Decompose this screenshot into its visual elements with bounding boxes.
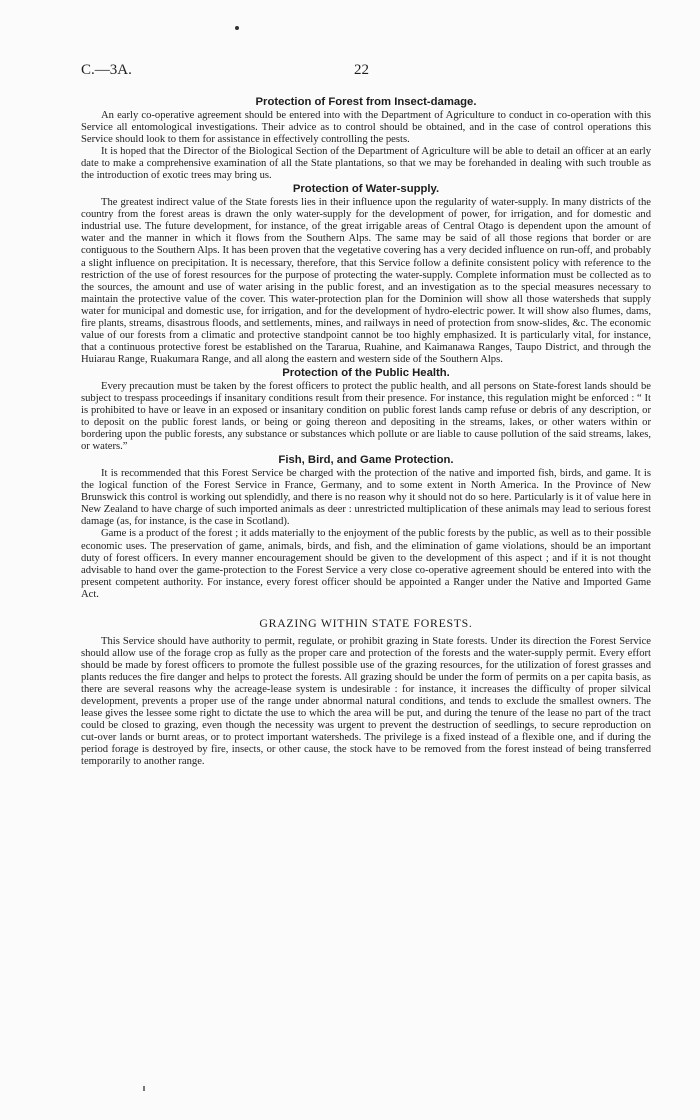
paragraph: It is recommended that this Forest Service be charged with the protection of the native and imported fish, birds, and game. It is the logical function of the Forest Service in France, Germany, and to some extent in North America. In the Province of New Brunswick this control is working out splendidly, and there is no reason why it should not do so here. Particularly is it of value here in New Zealand to have charge of such imported animals as deer : unrestricted multiplication of these animals may lead to serious forest damage (as, for instance, is the case in Scotland). <box>81 468 651 528</box>
ink-mark <box>143 1086 145 1091</box>
paragraph: Every precaution must be taken by the forest officers to protect the public health, and all persons on State-forest lands should be subject to trespass proceedings if insanitary conditions result from their presence. For instance, this regulation might be enforced : “ It is prohibited to have or leave in an exposed or insanitary condition on public forest lands camp refuse or debris of any description, or to deposit on the public forest lands, or being or going thereon and depositing in the streams, lakes, or other waters within or bordering upon the public forests, any substance or substances which pollute or are liable to cause pollution of the said streams, lakes, or waters.” <box>81 380 651 453</box>
paragraph: The greatest indirect value of the State forests lies in their influence upon the regularity of water-supply. In many districts of the country from the forest areas is drawn the only water-supply for the development of power, for irrigation, and for domestic and industrial use. The future development, for instance, of the great irrigable areas of Central Otago is dependent upon the amount of water and the manner in which it flows from the Southern Alps. The same may be said of all those regions that border or are contiguous to the Southern Alps. It has been proven that the vegetative covering has a very decided influence on run-off, and probably a slight influence on precipitation. It is necessary, therefore, that this Service follow a definite consistent policy with reference to the restriction of the use of forest resources for the purpose of protecting the water-supply. Complete information must be collected as to the sources, the amount and use of water arising in the public forest, and an investigation as to the special measures necessary to maintain the protective value of the cover. This water-protection plan for the Dominion will show all those watersheds that supply water for municipal and domestic use, for irrigation, and for the development of hydro-electric power. It will show also flumes, dams, fire plants, streams, disastrous floods, and settlements, mines, and railways in need of protection from snow-slides, &c. The economic value of our forests from a climatic and protective standpoint cannot be too highly emphasized. It is particularly vital, for instance, that a continuous protective forest be established on the Tararua, Ruahine, and Kaimanawa Ranges, Taupo District, and through the Huiarau Range, Ruakumara Range, and all along the eastern and western side of the Southern Alps. <box>81 197 651 365</box>
page-number: 22 <box>354 62 369 78</box>
section-heading-fish-bird-game: Fish, Bird, and Game Protection. <box>278 454 454 467</box>
section-heading-insect-damage: Protection of Forest from Insect-damage. <box>255 96 477 108</box>
section-heading-water-supply: Protection of Water-supply. <box>292 183 440 196</box>
document-id: C.—3A. <box>81 62 132 78</box>
page-body <box>81 96 651 768</box>
section-heading-grazing: GRAZING WITHIN STATE FORESTS. <box>259 615 473 630</box>
page-header <box>81 62 651 82</box>
paragraph: An early co-operative agreement should be entered into with the Department of Agriculture to conduct in co-operation with this Service all entomological investigations. Their advice as to control should be obtained, and in the case of control operations this Service should look to them for assistance in effectively controlling the pests. <box>81 110 651 146</box>
section-heading-public-health: Protection of the Public Health. <box>282 366 450 379</box>
paragraph: It is hoped that the Director of the Biological Section of the Department of Agriculture will be able to detail an officer at an early date to make a comprehensive examination of all the State plantations, so that we may be forehanded in dealing with such trouble as the introduction of exotic trees may bring us. <box>81 146 651 182</box>
ink-speck <box>235 26 239 30</box>
paragraph: Game is a product of the forest ; it adds materially to the enjoyment of the public forests by the public, as well as to their possible economic uses. The preservation of game, animals, birds, and fish, and the elimination of game violations, should be an important duty of forest officers. In every manner encouragement should be given to the development of this aspect ; and if it is not thought advisable to hand over the game-protection to the Forest Service a very close co-operative agreement should be entered into with the present competent authority. For instance, every forest officer should be appointed a Ranger under the Native and Imported Game Act. <box>81 528 651 600</box>
paragraph: This Service should have authority to permit, regulate, or prohibit grazing in State forests. Under its direction the Forest Service should allow use of the forage crop as fully as the proper care and protection of the forests and the water-supply permit. Every effort should be made by forest officers to promote the fullest possible use of the grazing resources, for the utilization of forest grasses and plants reduces the fire danger and helps to protect the forests. All grazing should be under the form of permits on a per capita basis, as there are several reasons why the acreage-lease system is undesirable : for instance, it increases the difficulty of proper silvical development, prevents a proper use of the range under abnormal natural conditions, and tends to exclude the smallest owners. The lease gives the lessee some right to dictate the use to which the area will be put, and during the tenure of the lease no part of the tract could be closed to grazing, even though the necessity was urgent to prevent the destruction of seedlings, to secure reproduction on cut-over lands or burnt areas, or to protect important watersheds. The privilege is a fixed instead of a flexible one, and if during the period forage is destroyed by fire, insects, or other cause, the stock have to be removed from the forest instead of being transferred temporarily to another range. <box>81 635 651 768</box>
